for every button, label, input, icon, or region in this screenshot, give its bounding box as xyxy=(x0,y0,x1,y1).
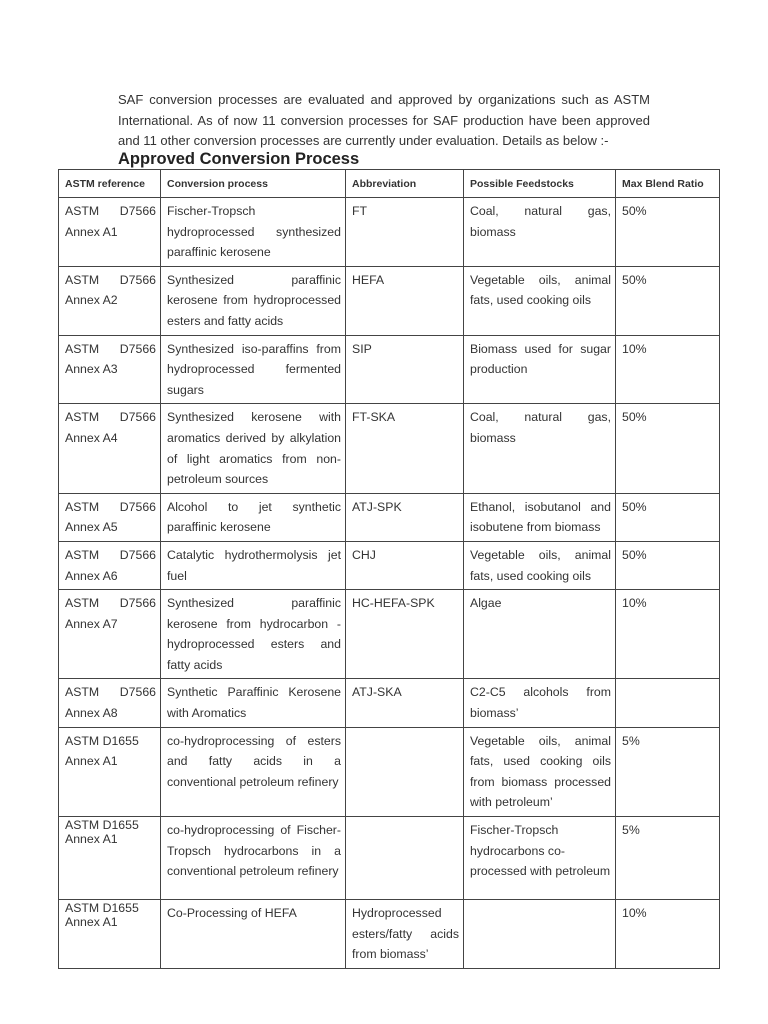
table-row xyxy=(59,900,720,969)
cell-conversion-process: Fischer-Tropsch hydroprocessed synthesized paraffinic kerosene xyxy=(161,198,346,267)
cell-abbreviation xyxy=(346,817,464,900)
cell-feedstocks: Vegetable oils, animal fats, used cooking oils xyxy=(464,541,616,589)
cell-conversion-process: Synthetic Paraffinic Kerosene with Aromatics xyxy=(161,679,346,727)
cell-astm-reference: ASTM D1655 Annex A1 xyxy=(59,817,161,900)
cell-abbreviation: HC-HEFA-SPK xyxy=(346,590,464,679)
table-row xyxy=(59,266,720,335)
cell-abbreviation: ATJ-SKA xyxy=(346,679,464,727)
table-row xyxy=(59,404,720,493)
cell-conversion-process: co-hydroprocessing of esters and fatty acids in a conventional petroleum refinery xyxy=(161,727,346,816)
header-conversion-process: Conversion process xyxy=(161,170,346,198)
cell-abbreviation: FT xyxy=(346,198,464,267)
cell-conversion-process: Synthesized kerosene with aromatics derived by alkylation of light aromatics from non-petroleum sources xyxy=(161,404,346,493)
table-row xyxy=(59,493,720,541)
cell-feedstocks xyxy=(464,900,616,969)
table-row xyxy=(59,541,720,589)
table-row xyxy=(59,335,720,404)
conversion-process-table xyxy=(58,169,720,969)
cell-astm-reference: ASTM D7566 Annex A4 xyxy=(59,404,161,493)
table-row xyxy=(59,727,720,816)
cell-max-blend-ratio: 5% xyxy=(616,817,720,900)
cell-feedstocks: Ethanol, isobutanol and isobutene from biomass xyxy=(464,493,616,541)
cell-astm-reference: ASTM D7566 Annex A6 xyxy=(59,541,161,589)
table-header-row xyxy=(59,170,720,198)
cell-abbreviation: FT-SKA xyxy=(346,404,464,493)
cell-max-blend-ratio xyxy=(616,679,720,727)
cell-conversion-process: Alcohol to jet synthetic paraffinic kerosene xyxy=(161,493,346,541)
cell-astm-reference: ASTM D7566 Annex A8 xyxy=(59,679,161,727)
cell-max-blend-ratio: 5% xyxy=(616,727,720,816)
cell-feedstocks: Fischer-Tropsch hydrocarbons co-processed with petroleum xyxy=(464,817,616,900)
header-possible-feedstocks: Possible Feedstocks xyxy=(464,170,616,198)
cell-max-blend-ratio: 50% xyxy=(616,404,720,493)
cell-feedstocks: Coal, natural gas, biomass xyxy=(464,404,616,493)
cell-feedstocks: Algae xyxy=(464,590,616,679)
table-row xyxy=(59,198,720,267)
cell-astm-reference: ASTM D7566 Annex A7 xyxy=(59,590,161,679)
cell-feedstocks: Vegetable oils, animal fats, used cooking oils from biomass processed with petroleum’ xyxy=(464,727,616,816)
header-astm-reference: ASTM reference xyxy=(59,170,161,198)
cell-feedstocks: C2-C5 alcohols from biomass’ xyxy=(464,679,616,727)
header-max-blend-ratio: Max Blend Ratio xyxy=(616,170,720,198)
cell-astm-reference: ASTM D1655 Annex A1 xyxy=(59,727,161,816)
cell-max-blend-ratio: 50% xyxy=(616,266,720,335)
cell-conversion-process: co-hydroprocessing of Fischer-Tropsch hydrocarbons in a conventional petroleum refinery xyxy=(161,817,346,900)
cell-max-blend-ratio: 50% xyxy=(616,541,720,589)
table-row xyxy=(59,817,720,900)
cell-max-blend-ratio: 50% xyxy=(616,493,720,541)
cell-conversion-process: Synthesized paraffinic kerosene from hydroprocessed esters and fatty acids xyxy=(161,266,346,335)
cell-abbreviation: CHJ xyxy=(346,541,464,589)
cell-max-blend-ratio: 10% xyxy=(616,335,720,404)
cell-max-blend-ratio: 50% xyxy=(616,198,720,267)
cell-astm-reference: ASTM D7566 Annex A2 xyxy=(59,266,161,335)
cell-abbreviation xyxy=(346,727,464,816)
table-row xyxy=(59,590,720,679)
cell-feedstocks: Coal, natural gas, biomass xyxy=(464,198,616,267)
cell-conversion-process: Synthesized paraffinic kerosene from hydrocarbon - hydroprocessed esters and fatty acids xyxy=(161,590,346,679)
cell-abbreviation: SIP xyxy=(346,335,464,404)
intro-paragraph: SAF conversion processes are evaluated and approved by organizations such as ASTM International. As of now 11 conversion processes for SAF production have been approved and 11 other conversion processes are currently under evaluation. Details as below :- xyxy=(118,92,650,148)
cell-max-blend-ratio: 10% xyxy=(616,590,720,679)
cell-astm-reference: ASTM D7566 Annex A1 xyxy=(59,198,161,267)
cell-feedstocks: Vegetable oils, animal fats, used cooking oils xyxy=(464,266,616,335)
cell-astm-reference: ASTM D7566 Annex A5 xyxy=(59,493,161,541)
header-abbreviation: Abbreviation xyxy=(346,170,464,198)
cell-abbreviation: HEFA xyxy=(346,266,464,335)
table-row xyxy=(59,679,720,727)
cell-abbreviation: ATJ-SPK xyxy=(346,493,464,541)
cell-conversion-process: Catalytic hydrothermolysis jet fuel xyxy=(161,541,346,589)
cell-conversion-process: Co-Processing of HEFA xyxy=(161,900,346,969)
cell-astm-reference: ASTM D1655 Annex A1 xyxy=(59,900,161,969)
cell-conversion-process: Synthesized iso-paraffins from hydroprocessed fermented sugars xyxy=(161,335,346,404)
cell-astm-reference: ASTM D7566 Annex A3 xyxy=(59,335,161,404)
section-heading: Approved Conversion Process xyxy=(118,150,360,168)
cell-abbreviation: Hydroprocessed esters/fatty acids from biomass’ xyxy=(346,900,464,969)
cell-feedstocks: Biomass used for sugar production xyxy=(464,335,616,404)
cell-max-blend-ratio: 10% xyxy=(616,900,720,969)
